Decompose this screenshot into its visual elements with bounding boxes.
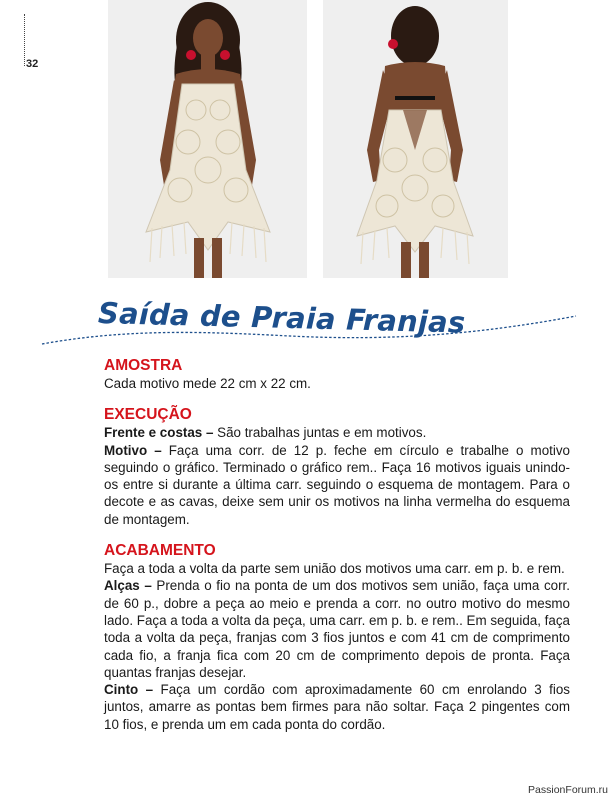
execucao-paragraph-2 bbox=[104, 442, 570, 528]
execucao-text-frente: São trabalhas juntas e em motivos. bbox=[213, 425, 427, 441]
execucao-label-motivo: Motivo – bbox=[104, 442, 162, 458]
acabamento-paragraph-2 bbox=[104, 577, 570, 681]
page-title: Saída de Praia Franjas bbox=[97, 296, 466, 340]
heading-acabamento: ACABAMENTO bbox=[104, 542, 216, 560]
acabamento-label-cinto: Cinto – bbox=[104, 682, 154, 698]
photo-model-front bbox=[108, 0, 307, 278]
acabamento-label-alcas: Alças – bbox=[104, 578, 152, 594]
title-block bbox=[40, 292, 580, 352]
heading-amostra: AMOSTRA bbox=[104, 357, 183, 374]
page-number: 32 bbox=[26, 58, 39, 70]
amostra-text: Cada motivo mede 22 cm x 22 cm. bbox=[104, 376, 311, 391]
acabamento-paragraph-3 bbox=[104, 681, 570, 733]
watermark: PassionForum.ru bbox=[528, 784, 608, 796]
execucao-text-motivo: Faça uma corr. de 12 p. feche em círculo e trabalhe o motivo seguindo o gráfico. Terminado o gráfico rem.. Faça 16 motivos iguais unindo-os entre si durante a última carr. seguindo o esquema de montagem. Para o decote e as cavas, deixe sem unir os motivos na linha vermelha do esquema de montagem. bbox=[104, 442, 570, 527]
photo-model-back bbox=[323, 0, 508, 278]
heading-execucao: EXECUÇÃO bbox=[104, 406, 192, 424]
execucao-paragraph-1 bbox=[104, 424, 570, 441]
execucao-label-frente: Frente e costas – bbox=[104, 425, 214, 441]
pattern-instructions bbox=[104, 356, 570, 733]
acabamento-text-cinto: Faça um cordão com aproximadamente 60 cm enrolando 3 fios juntos, amarre as pontas bem firmes para não soltar. Faça 2 pingentes com 10 fios, e prenda um em cada ponta do cordão. bbox=[104, 682, 570, 732]
page-margin-line bbox=[24, 14, 25, 66]
acabamento-paragraph-1: Faça a toda a volta da parte sem união dos motivos uma carr. em p. b. e rem. bbox=[104, 561, 565, 577]
acabamento-text-alcas: Prenda o fio na ponta de um dos motivos sem união, faça uma corr. de 60 p., dobre a peça ao meio e prenda a corr. no outro motivo do mesmo lado. Faça a toda a volta da peça, uma carr. em p. b. e rem.. Em seguida, faça toda a volta da peça, franjas com 3 fios juntos e com 41 cm de comprimento cada fio, a franja fica com 20 cm de comprimento depois de pronta. Faça quantas franjas desejar. bbox=[104, 578, 570, 680]
